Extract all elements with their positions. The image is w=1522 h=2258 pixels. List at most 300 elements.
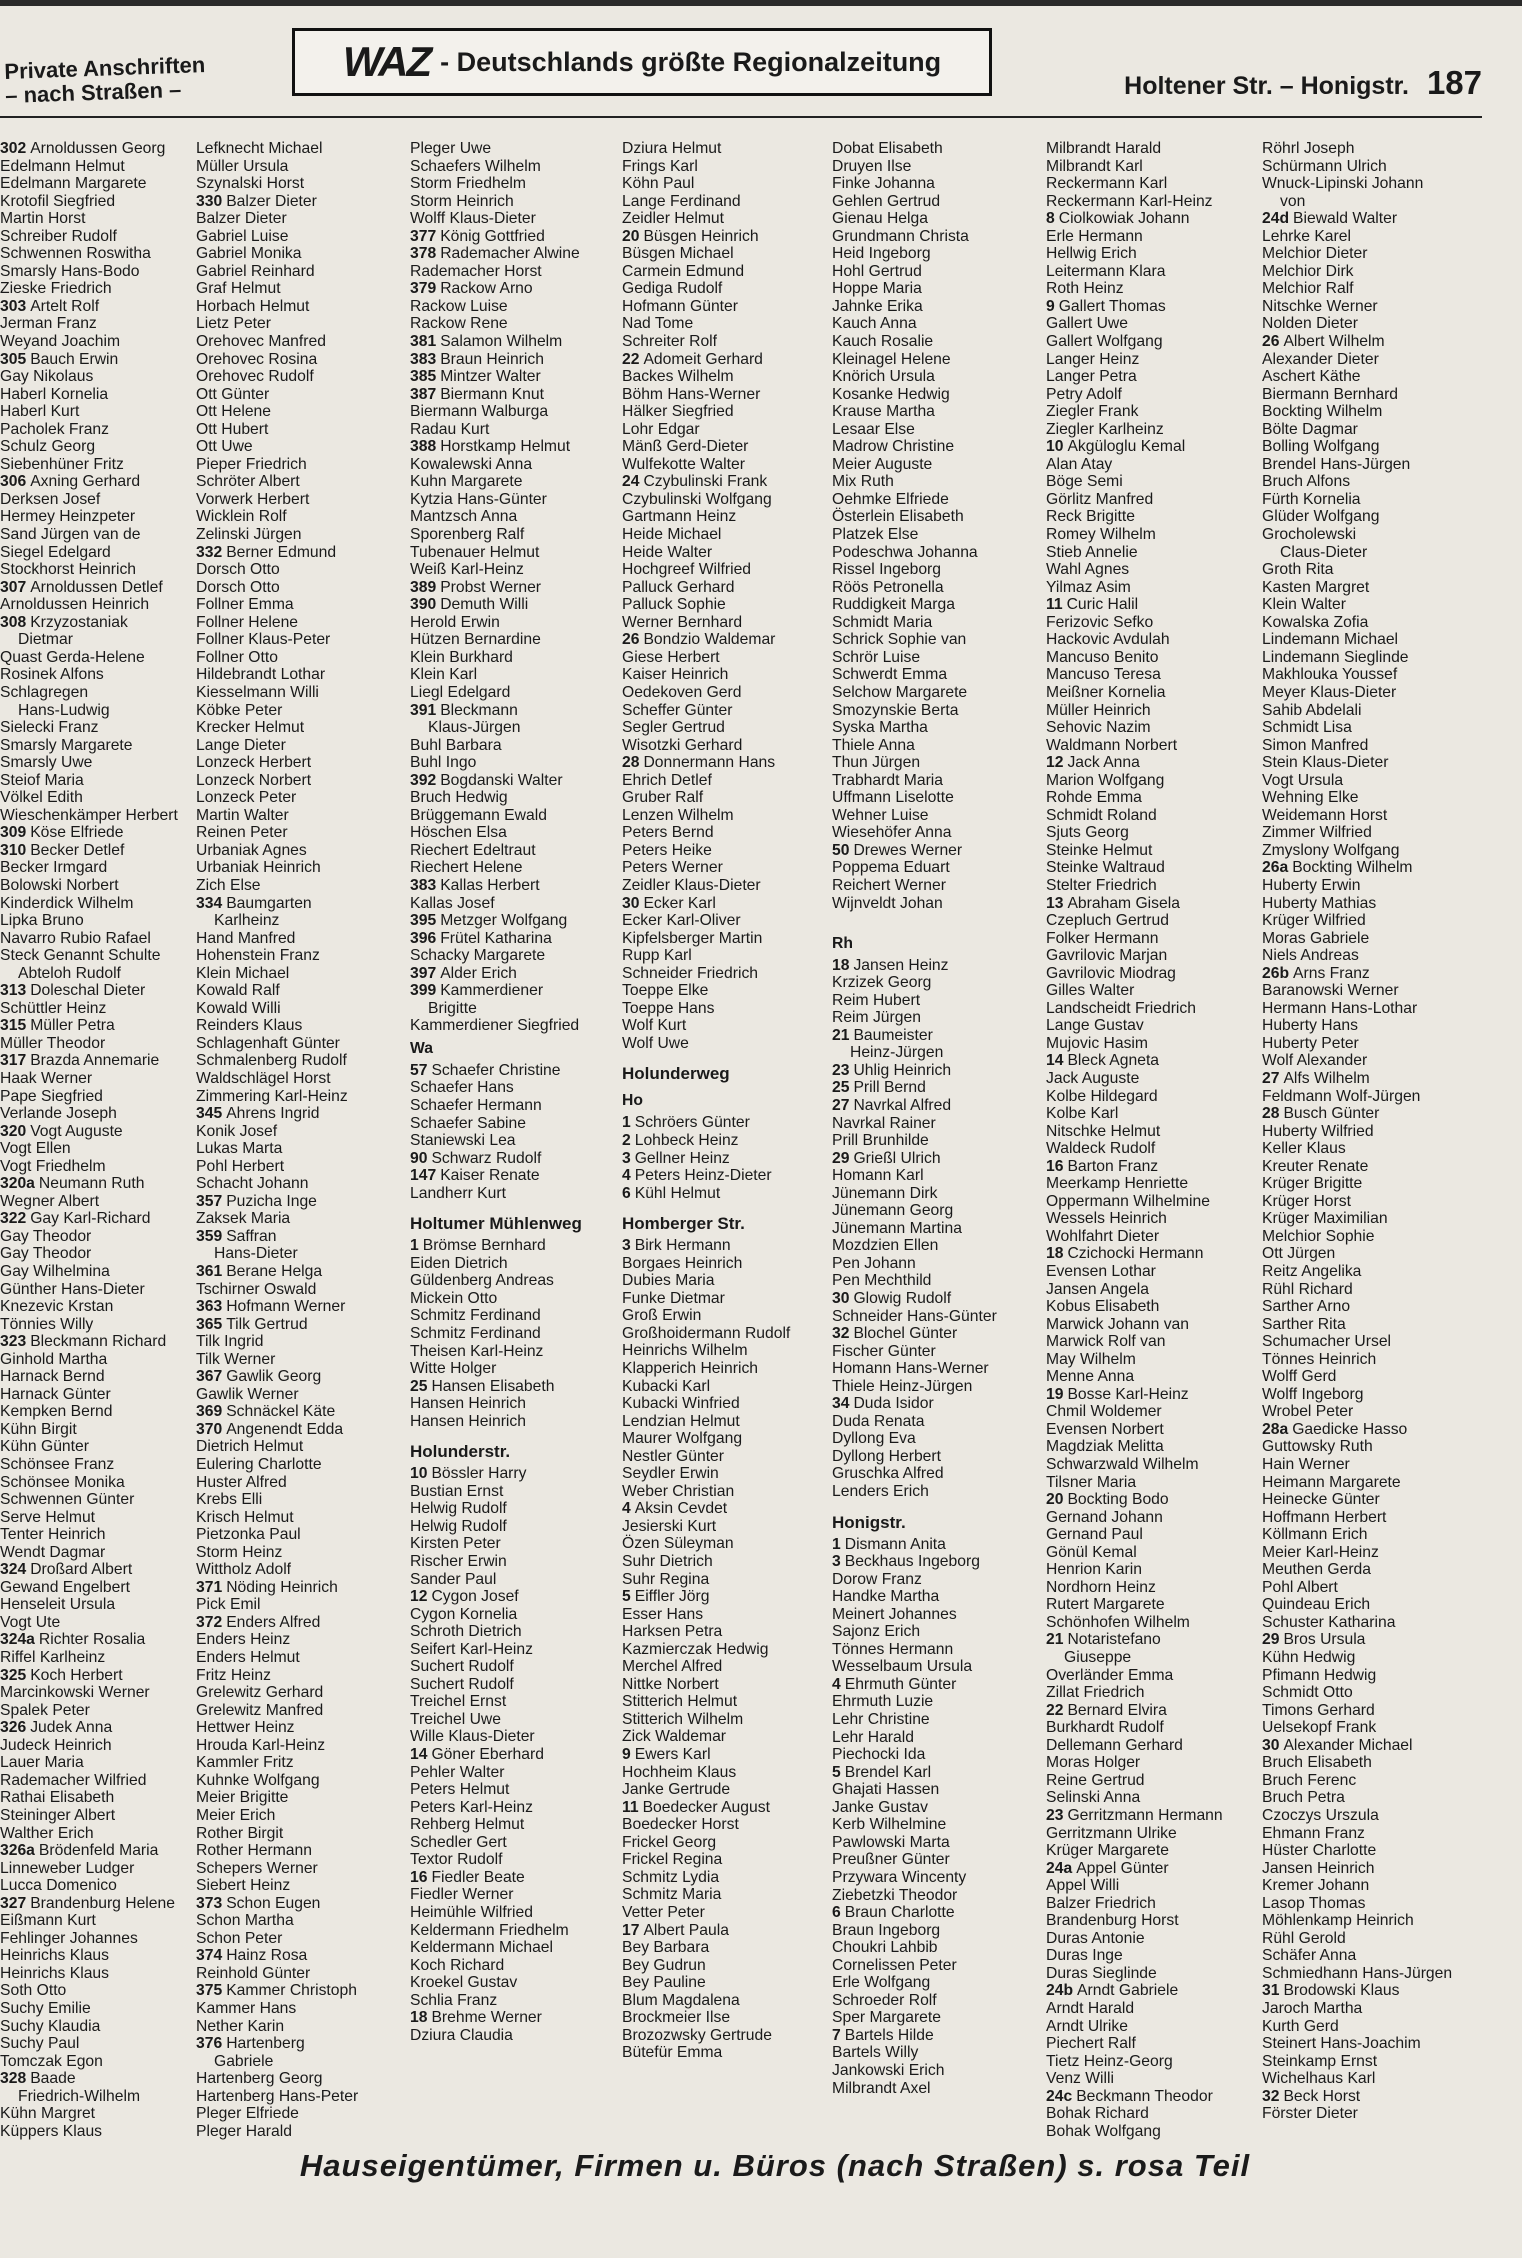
house-number: 5 xyxy=(832,1763,841,1781)
resident-entry: Stitterich Wilhelm xyxy=(622,1710,744,1728)
resident-entry: Bruch Hedwig xyxy=(410,789,508,807)
resident-entry: 23 Gerritzmann Hermann xyxy=(1046,1806,1223,1824)
resident-entry: Schaefer Hermann xyxy=(410,1096,542,1114)
resident-entry: 14 Göner Eberhard xyxy=(410,1746,544,1764)
house-number: 10 xyxy=(1046,438,1064,456)
house-number: 357 xyxy=(196,1192,223,1210)
resident-entry: Kobus Elisabeth xyxy=(1046,1298,1160,1316)
house-number: 396 xyxy=(410,929,437,947)
resident-entry: Milbrandt Axel xyxy=(832,2079,931,2097)
resident-entry: Böge Semi xyxy=(1046,473,1123,491)
resident-entry: 365 Tilk Gertrud xyxy=(196,1315,308,1333)
resident-entry: Mix Ruth xyxy=(832,473,894,491)
resident-entry: Krüger Brigitte xyxy=(1262,1175,1363,1193)
resident-entry: 24 Czybulinski Frank xyxy=(622,473,768,491)
house-number: 388 xyxy=(410,438,437,456)
resident-entry: 399 Kammerdiener xyxy=(410,982,544,1000)
resident-entry: Wrobel Peter xyxy=(1262,1403,1354,1421)
resident-entry: Heimühle Wilfried xyxy=(410,1903,533,1921)
resident-entry: Brockmeier Ilse xyxy=(622,2009,731,2027)
resident-entry: Helwig Rudolf xyxy=(410,1500,507,1518)
resident-entry: Jünemann Georg xyxy=(832,1202,954,1220)
resident-entry: Orehovec Rosina xyxy=(196,350,318,368)
resident-entry: Rischer Erwin xyxy=(410,1553,507,1571)
resident-entry: Hermann Hans-Lothar xyxy=(1262,999,1418,1017)
resident-entry: Keldermann Friedhelm xyxy=(410,1921,569,1939)
resident-entry: Sporenberg Ralf xyxy=(410,526,525,544)
resident-entry: Sarther Arno xyxy=(1262,1298,1351,1316)
resident-entry: Radau Kurt xyxy=(410,420,490,438)
house-number: 50 xyxy=(832,841,850,859)
resident-entry: 397 Alder Erich xyxy=(410,964,517,982)
resident-entry: Reim Jürgen xyxy=(832,1009,921,1027)
resident-entry: Segler Gertrud xyxy=(622,719,725,737)
resident-entry: Lindemann Michael xyxy=(1262,631,1399,649)
resident-entry: Boedecker Horst xyxy=(622,1816,739,1834)
resident-entry: Uelsekopf Frank xyxy=(1262,1719,1377,1737)
house-number: 7 xyxy=(832,2026,841,2044)
resident-entry: Zaksek Maria xyxy=(196,1210,291,1228)
resident-entry: Lipka Bruno xyxy=(0,912,84,930)
resident-entry: 3 Birk Hermann xyxy=(622,1237,731,1255)
resident-entry: Heid Ingeborg xyxy=(832,245,931,263)
resident-entry: Klein Michael xyxy=(196,964,290,982)
resident-entry: Kirsten Peter xyxy=(410,1535,501,1553)
resident-entry: Dietrich Helmut xyxy=(196,1438,304,1456)
resident-entry: Reitz Angelika xyxy=(1262,1263,1362,1280)
resident-entry: Bolowski Norbert xyxy=(0,876,119,894)
resident-entry: Maurer Wolfgang xyxy=(622,1430,743,1448)
resident-entry: 325 Koch Herbert xyxy=(0,1666,123,1684)
house-number: 21 xyxy=(1046,1631,1064,1649)
resident-entry: Nad Tome xyxy=(622,315,694,333)
resident-entry: Blum Magdalena xyxy=(622,1991,740,2009)
resident-entry: Jankowski Erich xyxy=(832,2061,945,2079)
resident-entry: Lefknecht Michael xyxy=(196,140,323,157)
house-number: 309 xyxy=(0,824,27,842)
house-number: 1 xyxy=(622,1114,631,1132)
resident-entry: 1 Dismann Anita xyxy=(832,1535,946,1553)
resident-entry: Reck Brigitte xyxy=(1046,508,1135,526)
street-range: Holtener Str. – Honigstr. xyxy=(1124,72,1409,100)
house-number: 34 xyxy=(832,1395,850,1413)
resident-entry: 303 Artelt Rolf xyxy=(0,297,100,315)
resident-entry: Kleinagel Helene xyxy=(832,350,951,368)
resident-entry: Janke Gustav xyxy=(832,1798,928,1816)
resident-entry: Homann Hans-Werner xyxy=(832,1360,989,1378)
resident-entry: Heide Walter xyxy=(622,543,713,561)
resident-entry: Hans-Dieter xyxy=(214,1245,298,1263)
resident-entry: Giese Herbert xyxy=(622,648,720,666)
resident-entry: Pick Emil xyxy=(196,1596,261,1614)
resident-entry: Schmiedhann Hans-Jürgen xyxy=(1262,1964,1453,1982)
spacer xyxy=(832,912,1037,930)
resident-entry: 1 Schröers Günter xyxy=(622,1114,750,1132)
resident-entry: Smarsly Hans-Bodo xyxy=(0,262,140,280)
resident-entry: Dziura Helmut xyxy=(622,140,722,157)
resident-entry: 13 Abraham Gisela xyxy=(1046,894,1180,912)
resident-entry: Ott Hubert xyxy=(196,420,269,438)
resident-entry: Dietmar xyxy=(18,631,73,649)
resident-entry: Gehlen Gertrud xyxy=(832,192,941,210)
resident-entry: Biermann Bernhard xyxy=(1262,385,1399,403)
resident-entry: Gernand Johann xyxy=(1046,1508,1163,1526)
resident-entry: Hofmann Günter xyxy=(622,297,738,315)
resident-entry: Hackovic Avdulah xyxy=(1046,631,1170,649)
resident-entry: Suhr Regina xyxy=(622,1570,710,1588)
resident-entry: Storm Friedhelm xyxy=(410,175,526,193)
resident-entry: Förster Dieter xyxy=(1262,2105,1358,2123)
resident-entry: Kroekel Gustav xyxy=(410,1974,518,1992)
resident-entry: 330 Balzer Dieter xyxy=(196,192,317,210)
resident-entry: 392 Bogdanski Walter xyxy=(410,771,563,789)
resident-entry: Fritz Heinz xyxy=(196,1666,271,1684)
house-number: 22 xyxy=(1046,1701,1064,1719)
resident-entry: Lindemann Sieglinde xyxy=(1262,648,1409,666)
sub-heading: Ho xyxy=(622,1092,643,1110)
house-number: 4 xyxy=(622,1500,631,1518)
resident-entry: Marion Wolfgang xyxy=(1046,771,1165,789)
resident-entry: 379 Rackow Arno xyxy=(410,280,533,298)
resident-entry: Rissel Ingeborg xyxy=(832,561,942,579)
resident-entry: Bölte Dagmar xyxy=(1262,420,1358,438)
resident-entry: 3 Beckhaus Ingeborg xyxy=(832,1553,980,1571)
resident-entry: Quindeau Erich xyxy=(1262,1596,1371,1614)
resident-entry: Wessels Heinrich xyxy=(1046,1210,1167,1228)
resident-entry: 313 Doleschal Dieter xyxy=(0,982,146,1000)
resident-entry: Huberty Peter xyxy=(1262,1034,1359,1052)
resident-entry: Balzer Friedrich xyxy=(1046,1894,1156,1912)
resident-entry: Lange Gustav xyxy=(1046,1017,1144,1035)
resident-entry: Höschen Elsa xyxy=(410,824,507,842)
resident-entry: Melchior Dirk xyxy=(1262,262,1354,280)
resident-entry: Klaus-Jürgen xyxy=(428,719,521,737)
resident-entry: Sper Margarete xyxy=(832,2009,941,2027)
resident-entry: Kempken Bernd xyxy=(0,1403,113,1421)
resident-entry: Ott Helene xyxy=(196,403,271,421)
resident-entry: Steinke Waltraud xyxy=(1046,859,1165,877)
resident-entry: Krzizek Georg xyxy=(832,974,932,992)
resident-entry: 320a Neumann Ruth xyxy=(0,1175,145,1193)
resident-entry: Schmalenberg Rudolf xyxy=(196,1052,347,1070)
house-number: 334 xyxy=(196,894,223,912)
resident-entry: Kubacki Winfried xyxy=(622,1395,740,1413)
resident-entry: Piechert Ralf xyxy=(1046,2035,1136,2053)
resident-entry: Bartels Willy xyxy=(832,2044,919,2062)
house-number: 387 xyxy=(410,385,437,403)
resident-entry: Frickel Georg xyxy=(622,1833,717,1851)
resident-entry: Grelewitz Manfred xyxy=(196,1701,324,1719)
resident-entry: Zimmering Karl-Heinz xyxy=(196,1087,348,1105)
resident-entry: 326 Judek Anna xyxy=(0,1719,113,1737)
resident-entry: Konik Josef xyxy=(196,1122,278,1140)
resident-entry: Evensen Lothar xyxy=(1046,1263,1156,1280)
resident-entry: Trabhardt Maria xyxy=(832,771,944,789)
resident-entry: Hettwer Heinz xyxy=(196,1719,295,1737)
resident-entry: Gavrilovic Miodrag xyxy=(1046,964,1176,982)
resident-entry: 322 Gay Karl-Richard xyxy=(0,1210,151,1228)
resident-entry: Rohde Emma xyxy=(1046,789,1142,807)
resident-entry: Kowald Ralf xyxy=(196,982,280,1000)
house-number: 27 xyxy=(1262,1069,1280,1087)
resident-entry: 28 Donnermann Hans xyxy=(622,754,776,772)
resident-entry: 14 Bleck Agneta xyxy=(1046,1052,1160,1070)
resident-entry: Henrion Karin xyxy=(1046,1561,1142,1579)
resident-entry: Jünemann Dirk xyxy=(832,1184,938,1202)
resident-entry: Heinecke Günter xyxy=(1262,1491,1380,1509)
resident-entry: Kühn Hedwig xyxy=(1262,1649,1356,1667)
house-number: 28a xyxy=(1262,1420,1289,1438)
resident-entry: Czoczys Urszula xyxy=(1262,1806,1379,1824)
resident-entry: 391 Bleckmann xyxy=(410,701,518,719)
resident-entry: Esser Hans xyxy=(622,1605,704,1623)
house-number: 26b xyxy=(1262,964,1290,982)
house-number: 24a xyxy=(1046,1859,1073,1877)
resident-entry: Siebenhüner Fritz xyxy=(0,455,124,473)
resident-entry: Wehning Elke xyxy=(1262,789,1359,807)
resident-entry: Venz Willi xyxy=(1046,2070,1114,2088)
resident-entry: Feldmann Wolf-Jürgen xyxy=(1262,1087,1421,1105)
resident-entry: Serve Helmut xyxy=(0,1508,96,1526)
top-rule xyxy=(0,0,1522,6)
resident-entry: Kauch Rosalie xyxy=(832,333,934,351)
resident-entry: Treichel Ernst xyxy=(410,1693,507,1711)
house-number: 4 xyxy=(622,1167,631,1185)
resident-entry: Tomczak Egon xyxy=(0,2052,103,2070)
resident-entry: Schon Martha xyxy=(196,1912,294,1930)
resident-entry: 390 Demuth Willi xyxy=(410,596,529,614)
resident-entry: Waldmann Norbert xyxy=(1046,736,1178,754)
resident-entry: 310 Becker Detlef xyxy=(0,841,125,859)
resident-entry: Follner Klaus-Peter xyxy=(196,631,331,649)
resident-entry: Klein Burkhard xyxy=(410,648,513,666)
resident-entry: 20 Büsgen Heinrich xyxy=(622,227,759,245)
resident-entry: Reichert Werner xyxy=(832,876,946,894)
resident-entry: Druyen Ilse xyxy=(832,157,912,175)
resident-entry: Bey Gudrun xyxy=(622,1956,706,1974)
resident-entry: 396 Frütel Katharina xyxy=(410,929,552,947)
directory-columns xyxy=(0,140,1522,2140)
resident-entry: Vogt Ellen xyxy=(0,1140,71,1158)
resident-entry: Homann Karl xyxy=(832,1167,924,1185)
house-number: 32 xyxy=(832,1325,850,1343)
house-number: 359 xyxy=(196,1227,223,1245)
resident-entry: Müller Heinrich xyxy=(1046,701,1151,719)
resident-entry: Erle Hermann xyxy=(1046,227,1143,245)
house-number: 16 xyxy=(410,1868,428,1886)
resident-entry: Schneider Hans-Günter xyxy=(832,1307,997,1325)
resident-entry: Martin Walter xyxy=(196,806,289,824)
resident-entry: Sand Jürgen van de xyxy=(0,526,141,544)
resident-entry: Meißner Kornelia xyxy=(1046,683,1166,701)
house-number: 363 xyxy=(196,1298,223,1316)
resident-entry: Kubacki Karl xyxy=(622,1377,711,1395)
resident-entry: Gay Theodor xyxy=(0,1227,92,1245)
resident-entry: Wisotzki Gerhard xyxy=(622,736,743,754)
street-heading: Holunderstr. xyxy=(410,1442,511,1462)
resident-entry: Mancuso Benito xyxy=(1046,648,1159,666)
resident-entry: Hansen Heinrich xyxy=(410,1395,526,1413)
resident-entry: Hoppe Maria xyxy=(832,280,922,298)
resident-entry: Kammerdiener Siegfried xyxy=(410,1017,580,1035)
resident-entry: Lohr Edgar xyxy=(622,420,700,438)
resident-entry: Duda Renata xyxy=(832,1412,925,1430)
resident-entry: Kauch Anna xyxy=(832,315,917,333)
house-number: 26 xyxy=(1262,333,1280,351)
house-number: 302 xyxy=(0,140,27,157)
house-number: 28 xyxy=(622,754,640,772)
resident-entry: Meinert Johannes xyxy=(832,1605,957,1623)
resident-entry: Werner Bernhard xyxy=(622,613,743,631)
resident-entry: 18 Jansen Heinz xyxy=(832,956,949,974)
resident-entry: Edelmann Margarete xyxy=(0,175,147,193)
resident-entry: 30 Ecker Karl xyxy=(622,894,716,912)
resident-entry: Schreiber Rudolf xyxy=(0,227,117,245)
resident-entry: Suchert Rudolf xyxy=(410,1675,514,1693)
house-number: 24c xyxy=(1046,2087,1073,2105)
resident-entry: Schreiter Rolf xyxy=(622,333,718,351)
resident-entry: Wegner Albert xyxy=(0,1192,100,1210)
resident-entry: Derksen Josef xyxy=(0,490,101,508)
resident-entry: Völkel Edith xyxy=(0,789,83,807)
house-number: 383 xyxy=(410,350,437,368)
house-number: 372 xyxy=(196,1613,223,1631)
house-number: 326 xyxy=(0,1719,27,1737)
resident-entry: Kremer Johann xyxy=(1262,1877,1370,1895)
resident-entry: Frickel Regina xyxy=(622,1851,723,1869)
resident-entry: 334 Baumgarten xyxy=(196,894,312,912)
house-number: 330 xyxy=(196,192,223,210)
resident-entry: Dyllong Eva xyxy=(832,1430,916,1448)
resident-entry: Pfimann Hedwig xyxy=(1262,1666,1377,1684)
house-number: 323 xyxy=(0,1333,27,1351)
header-rule xyxy=(0,116,1482,118)
resident-entry: Meier Erich xyxy=(196,1806,276,1824)
resident-entry: 378 Rademacher Alwine xyxy=(410,245,580,263)
resident-entry: Zieske Friedrich xyxy=(0,280,112,298)
house-number: 24d xyxy=(1262,210,1290,228)
resident-entry: Ferizovic Sefko xyxy=(1046,613,1154,631)
resident-entry: Quast Gerda-Helene xyxy=(0,648,145,666)
resident-entry: May Wilhelm xyxy=(1046,1350,1136,1368)
directory-column xyxy=(1046,140,1251,2140)
resident-entry: Brandenburg Horst xyxy=(1046,1912,1179,1930)
resident-entry: Platzek Else xyxy=(832,526,919,544)
resident-entry: 370 Angenendt Edda xyxy=(196,1420,344,1438)
resident-entry: Schrör Luise xyxy=(832,648,921,666)
resident-entry: 147 Kaiser Renate xyxy=(410,1167,540,1185)
resident-entry: Wittholz Adolf xyxy=(196,1561,292,1579)
resident-entry: Klein Walter xyxy=(1262,596,1346,614)
resident-entry: Alan Atay xyxy=(1046,455,1113,473)
resident-entry: Lonzeck Herbert xyxy=(196,754,312,772)
resident-entry: Walther Erich xyxy=(0,1824,94,1842)
resident-entry: 24d Biewald Walter xyxy=(1262,210,1398,228)
resident-entry: Carmein Edmund xyxy=(622,262,745,280)
resident-entry: Kreuter Renate xyxy=(1262,1157,1369,1175)
resident-entry: Czepluch Gertrud xyxy=(1046,912,1169,930)
resident-entry: Enders Helmut xyxy=(196,1649,300,1667)
resident-entry: 376 Hartenberg xyxy=(196,2035,305,2053)
resident-entry: 28a Gaedicke Hasso xyxy=(1262,1420,1408,1438)
resident-entry: Giuseppe xyxy=(1064,1649,1132,1667)
resident-entry: Kerb Wilhelmine xyxy=(832,1816,947,1834)
resident-entry: Fiedler Werner xyxy=(410,1886,514,1904)
resident-entry: 374 Hainz Rosa xyxy=(196,1947,308,1965)
resident-entry: Hälker Siegfried xyxy=(622,403,734,421)
house-number: 367 xyxy=(196,1368,223,1386)
resident-entry: 383 Braun Heinrich xyxy=(410,350,544,368)
resident-entry: Smarsly Uwe xyxy=(0,754,93,772)
resident-entry: 395 Metzger Wolfgang xyxy=(410,912,568,930)
house-number: 378 xyxy=(410,245,437,263)
resident-entry: Zimmer Wilfried xyxy=(1262,824,1372,842)
resident-entry: Dobat Elisabeth xyxy=(832,140,943,157)
resident-entry: Pen Mechthild xyxy=(832,1272,932,1290)
resident-entry: Haberl Kurt xyxy=(0,403,80,421)
resident-entry: Gay Nikolaus xyxy=(0,368,94,386)
resident-entry: Thiele Anna xyxy=(832,736,915,754)
house-number: 11 xyxy=(622,1798,639,1816)
resident-entry: Lauer Maria xyxy=(0,1754,84,1772)
resident-entry: 16 Fiedler Beate xyxy=(410,1868,525,1886)
resident-entry: Smozynskie Berta xyxy=(832,701,959,719)
resident-entry: Gavrilovic Marjan xyxy=(1046,947,1168,965)
resident-entry: Scheffer Günter xyxy=(622,701,733,719)
resident-entry: 389 Probst Werner xyxy=(410,578,542,596)
resident-entry: Jünemann Martina xyxy=(832,1219,962,1237)
resident-entry: Rehberg Helmut xyxy=(410,1816,525,1834)
resident-entry: Krüger Maximilian xyxy=(1262,1210,1388,1228)
resident-entry: Arndt Ulrike xyxy=(1046,2017,1128,2035)
resident-entry: 27 Navrkal Alfred xyxy=(832,1096,952,1114)
resident-entry: Przywara Wincenty xyxy=(832,1868,967,1886)
resident-entry: Schaefer Hans xyxy=(410,1079,514,1097)
resident-entry: 1 Brömse Bernhard xyxy=(410,1237,546,1255)
resident-entry: Pen Johann xyxy=(832,1254,916,1272)
resident-entry: 373 Schon Eugen xyxy=(196,1894,321,1912)
resident-entry: 8 Ciolkowiak Johann xyxy=(1046,210,1190,228)
resident-entry: Pohl Albert xyxy=(1262,1578,1338,1596)
resident-entry: Gabriele xyxy=(214,2052,274,2070)
house-number: 22 xyxy=(622,350,640,368)
resident-entry: 308 Krzyzostaniak xyxy=(0,613,128,631)
resident-entry: Rademacher Wilfried xyxy=(0,1771,147,1789)
resident-entry: Cygon Kornelia xyxy=(410,1605,518,1623)
resident-entry: Riechert Edeltraut xyxy=(410,841,536,859)
resident-entry: Schedler Gert xyxy=(410,1833,507,1851)
resident-entry: Tschirner Oswald xyxy=(196,1280,317,1298)
resident-entry: Buhl Barbara xyxy=(410,736,502,754)
resident-entry: Schroth Dietrich xyxy=(410,1623,522,1641)
resident-entry: Schaefers Wilhelm xyxy=(410,157,541,175)
resident-entry: 2 Lohbeck Heinz xyxy=(622,1131,739,1149)
resident-entry: Brozozwsky Gertrude xyxy=(622,2026,772,2044)
house-number: 315 xyxy=(0,1017,27,1035)
resident-entry: Kühn Günter xyxy=(0,1438,89,1456)
resident-entry: Steinert Hans-Joachim xyxy=(1262,2035,1421,2053)
resident-entry: Sajonz Erich xyxy=(832,1623,921,1641)
resident-entry: Eulering Charlotte xyxy=(196,1456,322,1474)
house-number: 6 xyxy=(622,1184,631,1202)
resident-entry: Schlagregen xyxy=(0,683,89,701)
resident-entry: 12 Jack Anna xyxy=(1046,754,1140,772)
house-number: 320 xyxy=(0,1122,27,1140)
resident-entry: Hochheim Klaus xyxy=(622,1763,737,1781)
resident-entry: Krüger Margarete xyxy=(1046,1842,1169,1860)
resident-entry: 50 Drewes Werner xyxy=(832,841,963,859)
resident-entry: Bruch Ferenc xyxy=(1262,1771,1357,1789)
